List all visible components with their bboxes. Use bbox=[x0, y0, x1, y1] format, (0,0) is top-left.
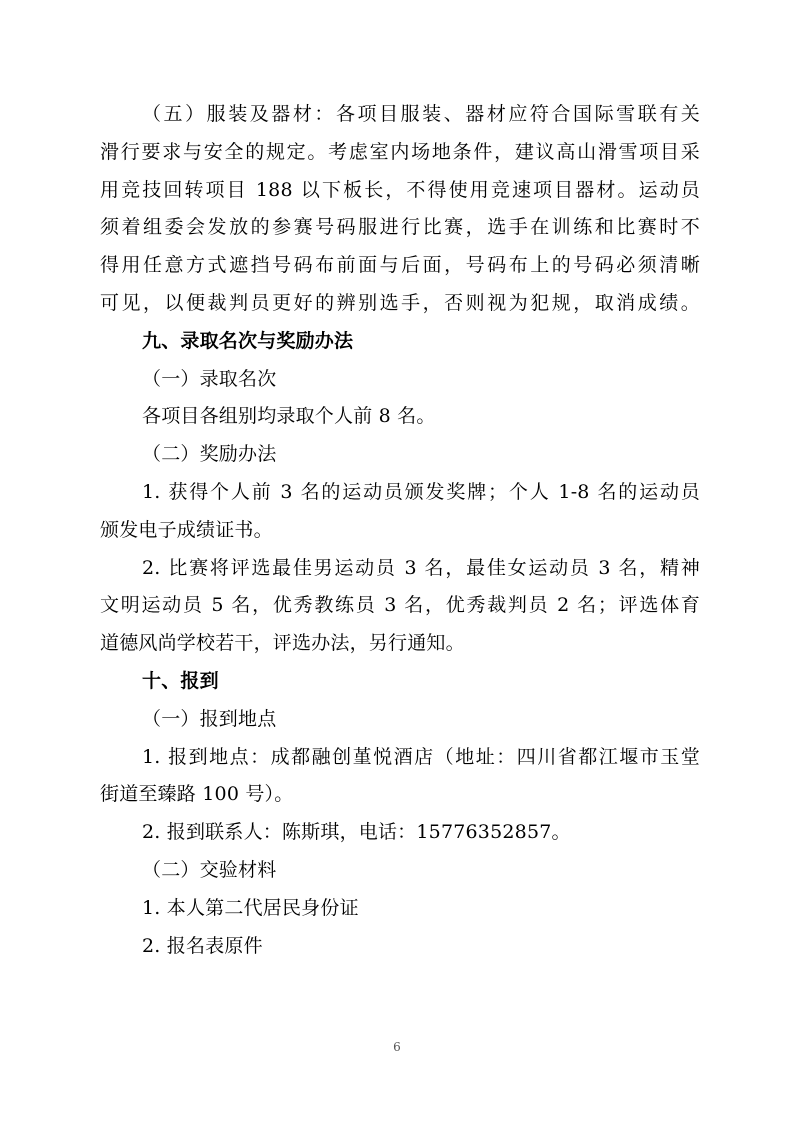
section-heading: 九、录取名次与奖励办法 bbox=[142, 329, 354, 352]
paragraph-line: 街道至臻路 100 号）。 bbox=[100, 783, 294, 806]
list-item: 1. 本人第二代居民身份证 bbox=[142, 896, 359, 919]
paragraph-line: 滑行要求与安全的规定。考虑室内场地条件，建议高山滑雪项目采 bbox=[100, 140, 700, 163]
document-body bbox=[100, 96, 700, 965]
page-number: 6 bbox=[393, 1040, 401, 1054]
paragraph-line: 用竞技回转项目 188 以下板长，不得使用竞速项目器材。运动员 bbox=[100, 178, 700, 201]
paragraph-line: 1. 获得个人前 3 名的运动员颁发奖牌；个人 1-8 名的运动员 bbox=[142, 480, 700, 503]
subsection-title: （二）奖励办法 bbox=[142, 443, 277, 466]
section-heading: 十、报到 bbox=[142, 669, 219, 692]
subsection-title: （一）录取名次 bbox=[142, 367, 277, 390]
paragraph-line: 颁发电子成绩证书。 bbox=[100, 518, 273, 541]
list-item: 2. 报名表原件 bbox=[142, 934, 263, 957]
subsection-title: （一）报到地点 bbox=[142, 707, 277, 730]
paragraph-line: 可见，以便裁判员更好的辨别选手，否则视为犯规，取消成绩。 bbox=[100, 291, 700, 314]
paragraph-line: 1. 报到地点：成都融创堇悦酒店（地址：四川省都江堰市玉堂 bbox=[142, 745, 700, 768]
paragraph-line: 2. 比赛将评选最佳男运动员 3 名，最佳女运动员 3 名，精神 bbox=[142, 556, 700, 579]
subsection-title: （二）交验材料 bbox=[142, 858, 277, 881]
paragraph-line: 文明运动员 5 名，优秀教练员 3 名，优秀裁判员 2 名；评选体育 bbox=[100, 594, 700, 617]
paragraph-line: 得用任意方式遮挡号码布前面与后面，号码布上的号码必须清晰 bbox=[100, 254, 700, 277]
paragraph-line: （五）服装及器材：各项目服装、器材应符合国际雪联有关 bbox=[142, 103, 700, 125]
paragraph-line: 道德风尚学校若干，评选办法，另行通知。 bbox=[100, 632, 465, 655]
paragraph-line: 2. 报到联系人：陈斯琪，电话：15776352857。 bbox=[142, 821, 571, 844]
paragraph-line: 须着组委会发放的参赛号码服进行比赛，选手在训练和比赛时不 bbox=[100, 216, 700, 239]
paragraph-line: 各项目各组别均录取个人前 8 名。 bbox=[142, 405, 436, 428]
